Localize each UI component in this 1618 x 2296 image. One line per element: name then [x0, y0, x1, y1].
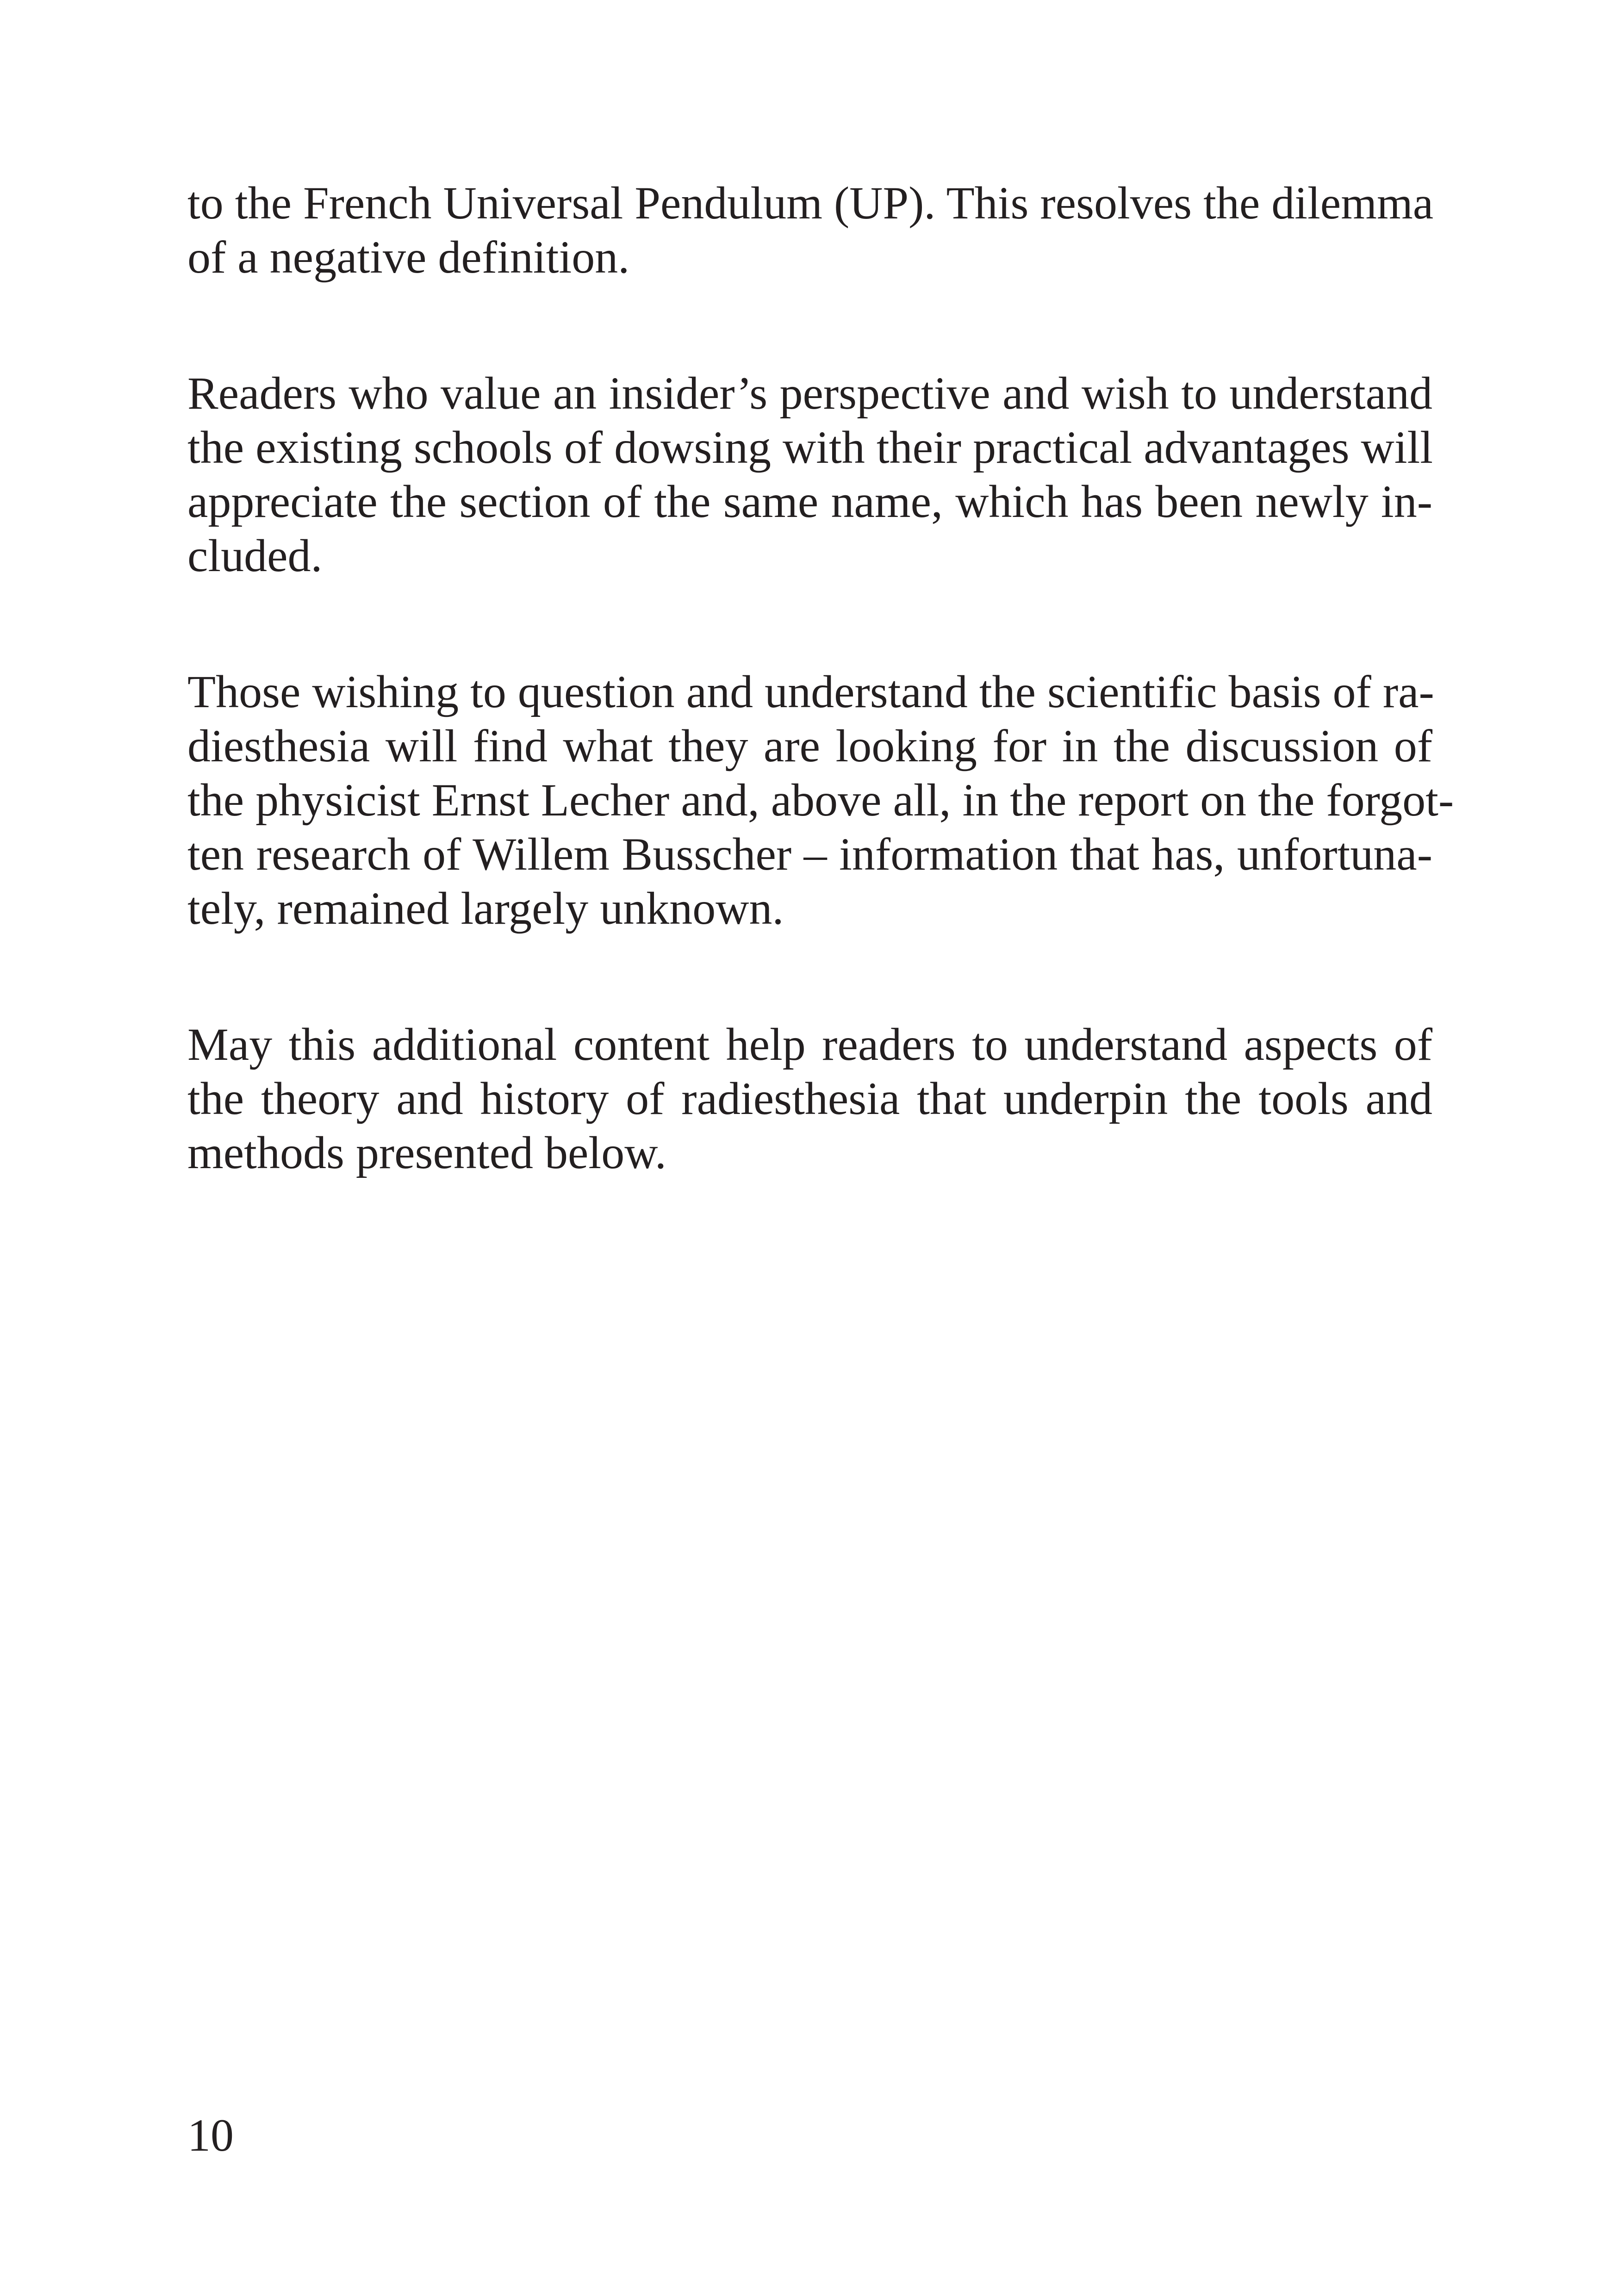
- text-line: the existing schools of dowsing with their practical advantages will: [187, 422, 1433, 473]
- text-line: of a negative definition.: [187, 231, 630, 283]
- body-text: [187, 176, 1454, 1262]
- paragraph-1: [187, 176, 1432, 284]
- text-line: to the French Universal Pendulum (UP). This resolves the dilemma: [187, 177, 1434, 229]
- text-line: cluded.: [187, 530, 323, 581]
- paragraph-4: [187, 1017, 1432, 1180]
- text-line: the physicist Ernst Lecher and, above all, in the report on the forgot-: [187, 774, 1454, 826]
- text-line: Readers who value an insider’s perspective and wish to understand: [187, 367, 1432, 419]
- paragraph-2: [187, 366, 1432, 583]
- text-line: appreciate the section of the same name, which has been newly in-: [187, 476, 1432, 527]
- page-number: 10: [187, 2109, 234, 2161]
- text-line: May this additional content help readers to understand aspects of: [187, 1019, 1432, 1070]
- text-line: Those wishing to question and understand the scientific basis of ra-: [187, 666, 1434, 717]
- text-line: tely, remained largely unknown.: [187, 883, 784, 934]
- text-line: diesthesia will find what they are looking for in the discussion of: [187, 720, 1432, 772]
- text-line: ten research of Willem Busscher – information that has, unfortuna-: [187, 828, 1432, 880]
- text-line: methods presented below.: [187, 1127, 666, 1178]
- text-line: the theory and history of radiesthesia that underpin the tools and: [187, 1073, 1432, 1124]
- paragraph-3: [187, 665, 1454, 935]
